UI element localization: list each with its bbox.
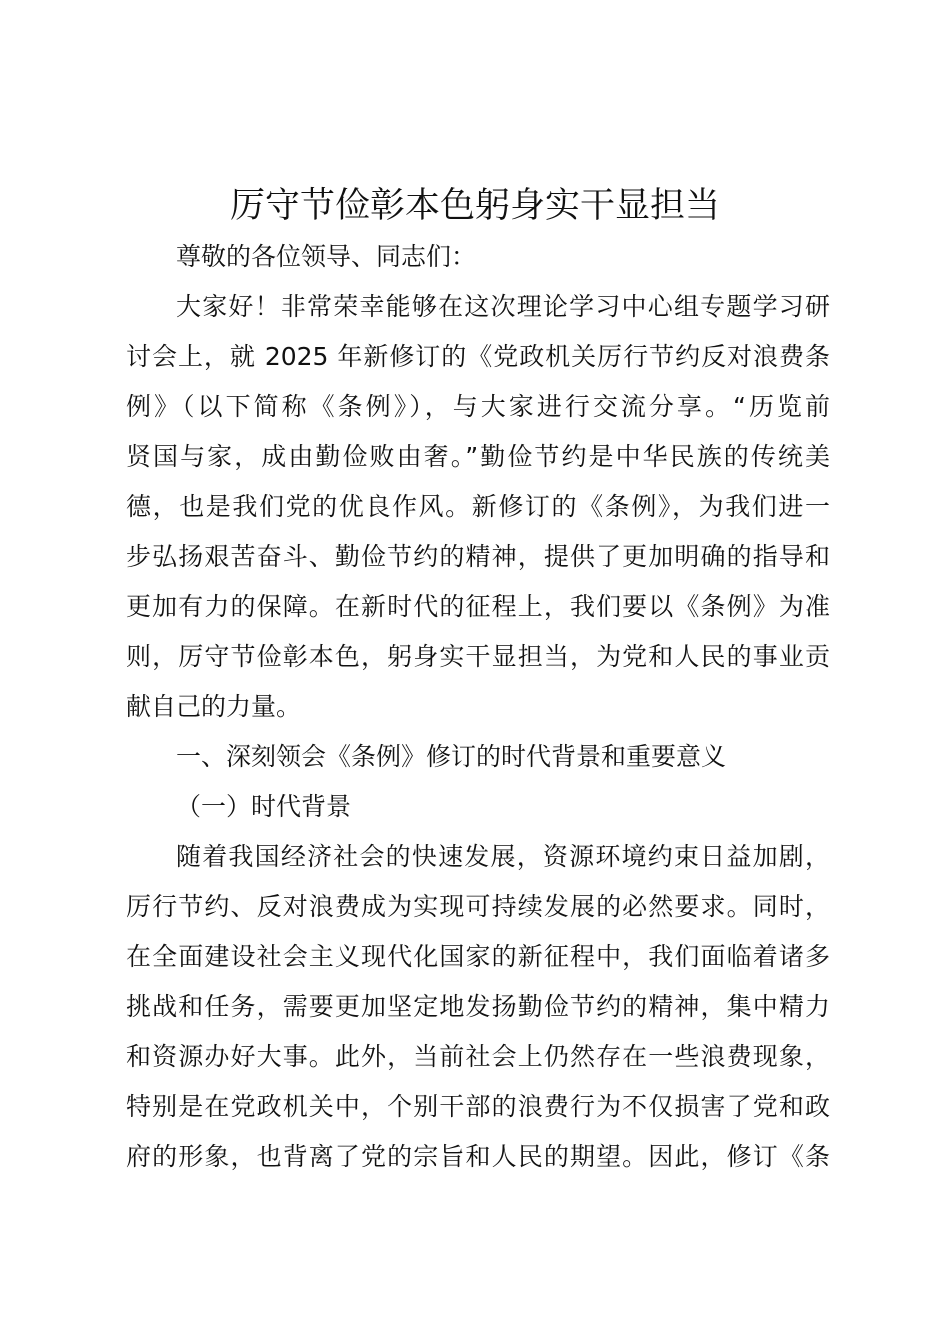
text-line: 厉行节约、反对浪费成为实现可持续发展的必然要求。同时， xyxy=(126,892,830,921)
text-line: 更加有力的保障。在新时代的征程上，我们要以《条例》为准 xyxy=(126,592,830,621)
heading-line: 一、深刻领会《条例》修订的时代背景和重要意义 xyxy=(176,742,727,771)
text-line: 贤国与家，成由勤俭败由奢。”勤俭节约是中华民族的传统美 xyxy=(126,442,830,471)
text-line: 例》（以下简称《条例》），与大家进行交流分享。“历览前 xyxy=(126,392,830,421)
salutation-paragraph xyxy=(126,232,830,282)
text-line: 德，也是我们党的优良作风。新修订的《条例》，为我们进一 xyxy=(126,492,830,521)
intro-paragraph xyxy=(126,282,830,732)
text-line: 尊敬的各位领导、同志们： xyxy=(176,242,477,271)
text-line: 步弘扬艰苦奋斗、勤俭节约的精神，提供了更加明确的指导和 xyxy=(126,542,830,571)
text-line: 则，厉守节俭彰本色，躬身实干显担当，为党和人民的事业贡 xyxy=(126,642,830,671)
document-body xyxy=(126,232,830,1182)
text-line: 府的形象，也背离了党的宗旨和人民的期望。因此，修订《条 xyxy=(126,1142,830,1171)
background-paragraph xyxy=(126,832,830,1182)
text-line: 大家好！非常荣幸能够在这次理论学习中心组专题学习研 xyxy=(176,292,830,321)
subsection-heading xyxy=(126,782,830,832)
text-line: 挑战和任务，需要更加坚定地发扬勤俭节约的精神，集中精力 xyxy=(126,992,830,1021)
section-heading xyxy=(126,732,830,782)
text-line: 献自己的力量。 xyxy=(126,692,302,721)
text-line: 讨会上，就 2025 年新修订的《党政机关厉行节约反对浪费条 xyxy=(126,342,830,371)
document-title: 厉守节俭彰本色躬身实干显担当 xyxy=(229,186,720,226)
text-line: 随着我国经济社会的快速发展，资源环境约束日益加剧， xyxy=(176,842,830,871)
text-line: 特别是在党政机关中，个别干部的浪费行为不仅损害了党和政 xyxy=(126,1092,830,1121)
heading-line: （一）时代背景 xyxy=(176,792,352,821)
text-line: 在全面建设社会主义现代化国家的新征程中，我们面临着诸多 xyxy=(126,942,830,971)
text-line: 和资源办好大事。此外，当前社会上仍然存在一些浪费现象， xyxy=(126,1042,830,1071)
